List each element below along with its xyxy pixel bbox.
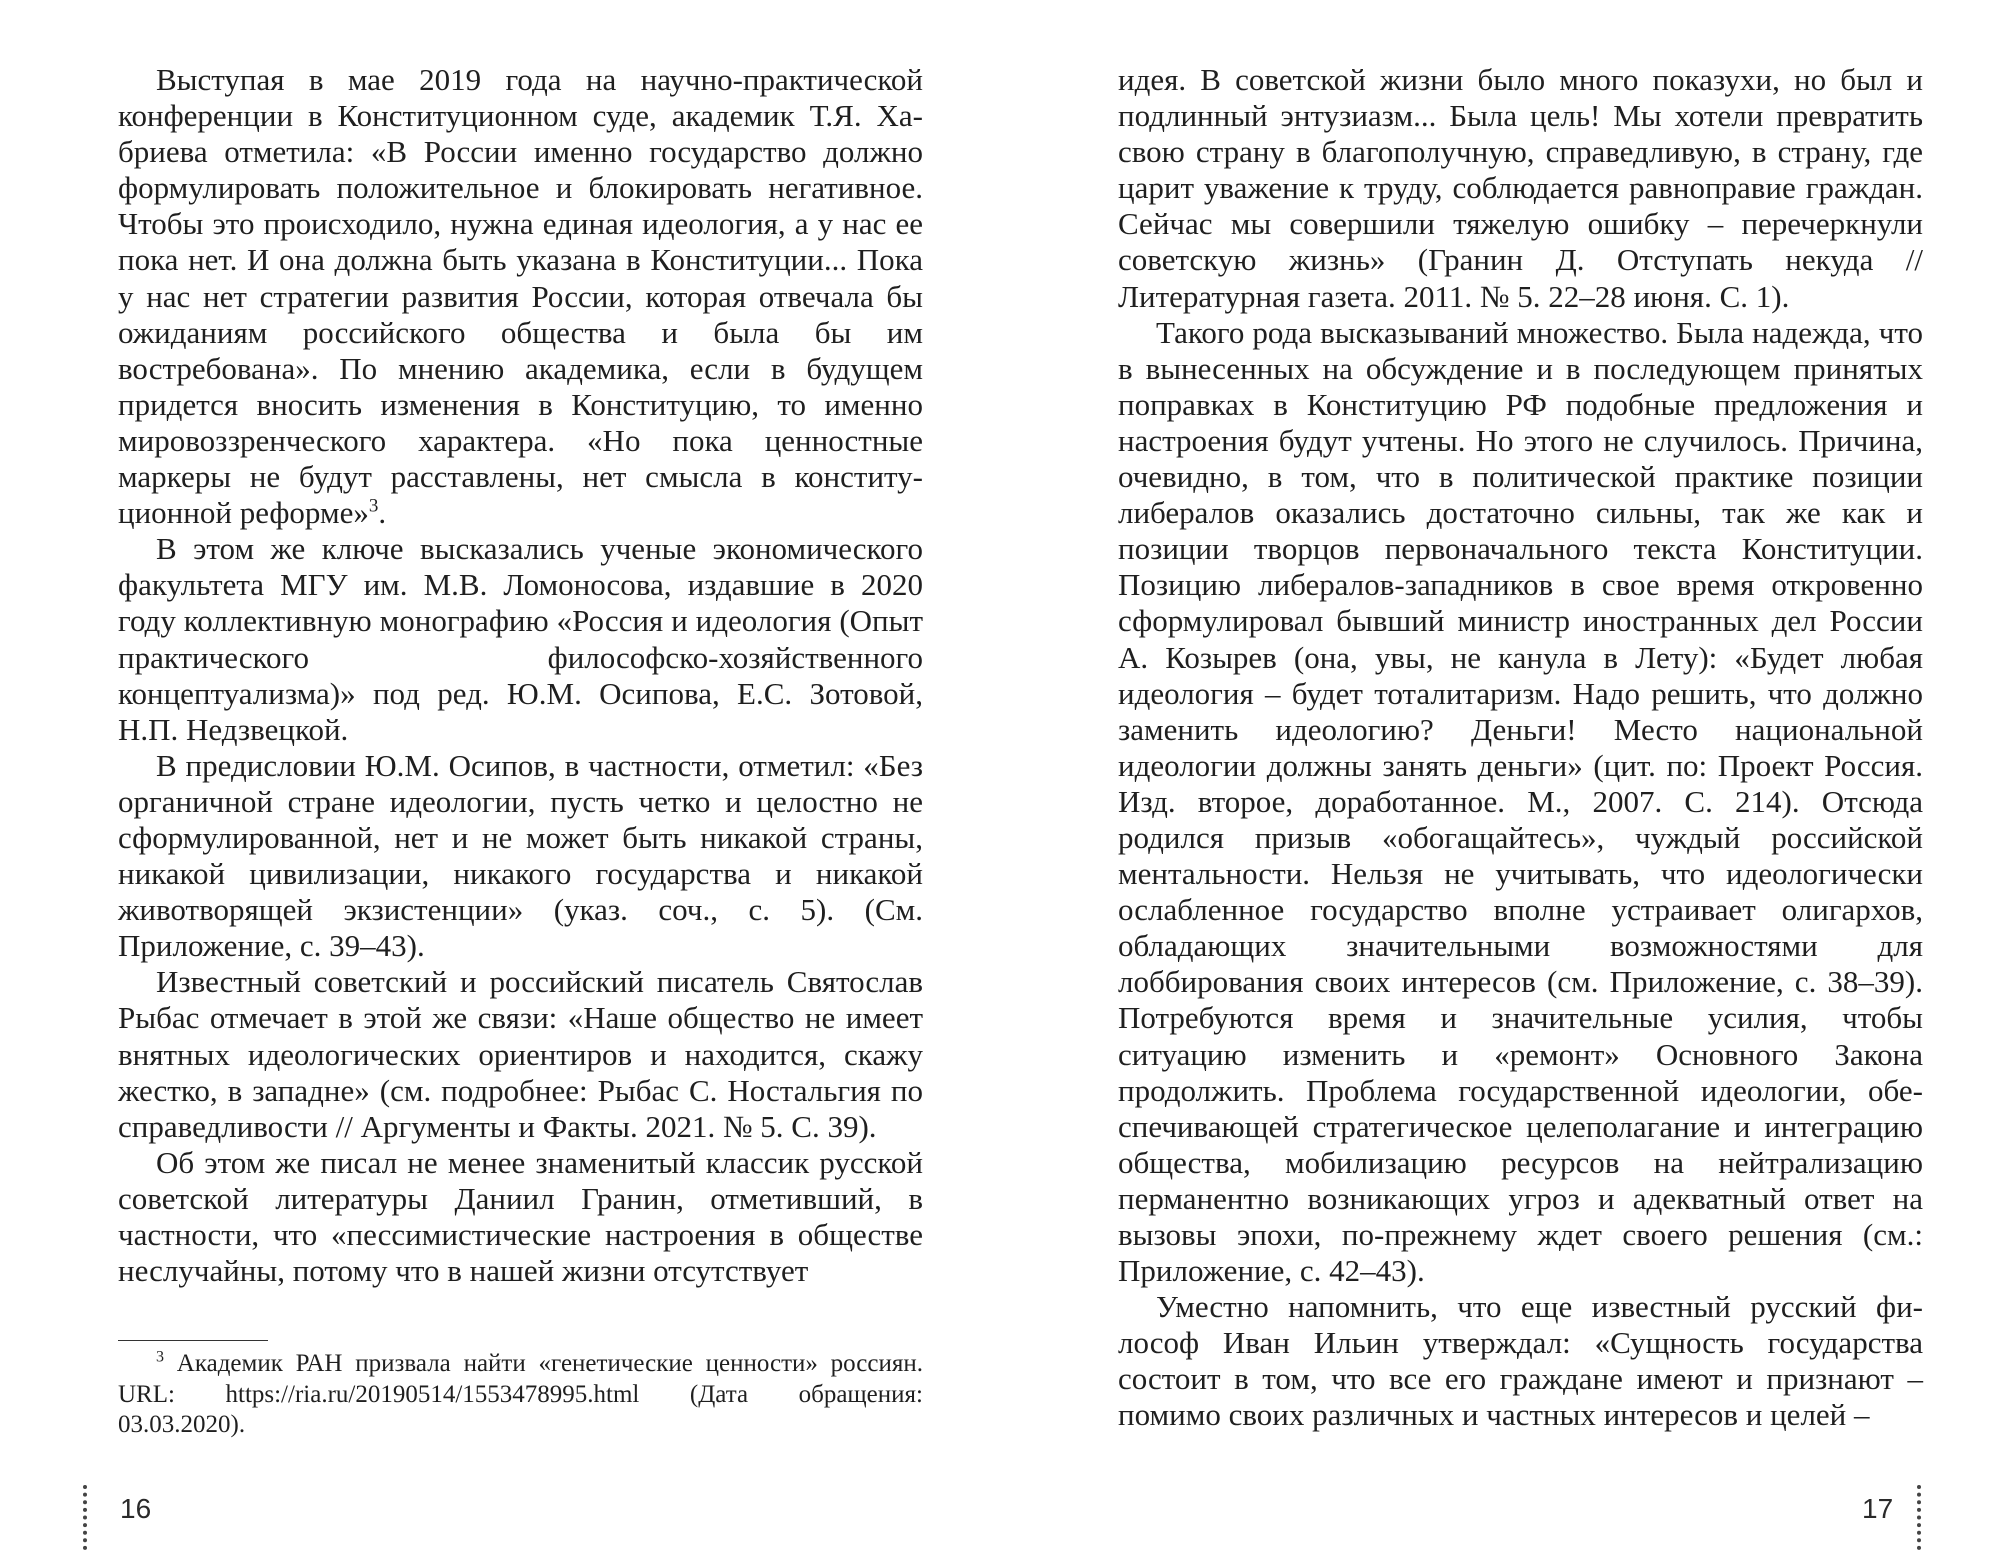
paragraph: В предисловии Ю.М. Осипов, в частности, отметил: «Без органичной стране идеологии, пусть четко и целостно не сформулированной, нет и не может быть никакой страны, никакой цивилизации, никакого государства и никакой животворящей экзистенции» (указ. соч., с. 5). (См. Приложение, с. 39–43). — [118, 747, 923, 964]
page-number-left: 16 — [120, 1493, 152, 1524]
paragraph: Такого рода высказываний множество. Была надежда, что в вынесенных на обсуждение и в последующем принятых поправках в Конституцию РФ подобные предложения и настроения будут учтены. Но этого не случилось. Причина, очевидно, в том, что в политической практике позиции либералов оказались достаточно сильны, так же как и позиции творцов первоначального текста Конституции. Позицию либералов-западников в свое время откровенно сформулировал бывший министр иностранных дел России А. Козырев (она, увы, не канула в Лету): «Будет любая идеология – будет тоталитаризм. Надо решить, что должно заменить идеологию? Деньги! Место национальной идеологии должны занять деньги» (цит. по: Проект Россия. Изд. второе, доработанное. М., 2007. С. 214). Отсюда родился призыв «обогащайтесь», чуждый российской ментальности. Нельзя не учитывать, что идеологически ослабленное государство вполне устраивает олигархов, обладающих значительными возможностями для лоббирования своих интересов (см. Приложение, с. 38–39). Потребуются время и значительные усилия, чтобы ситуацию изменить и «ремонт» Основного Закона продолжить. Проблема государственной идеологии, обеспечивающей стратегическое целеполагание и интеграцию общества, мобилизацию ресурсов на нейтрализацию перманентно возникающих угроз и адекватный ответ на вызовы эпохи, по-прежнему ждет своего решения (см.: Приложение, с. 42–43). — [1118, 314, 1923, 1289]
page-number-right: 17 — [1862, 1493, 1894, 1524]
right-page-body — [1118, 62, 1923, 1434]
paragraph-text: . — [378, 495, 387, 531]
paragraph: Уместно напомнить, что еще известный русский философ Иван Ильин утверждал: «Сущность государства состоит в том, что все его граждане имеют и признают – помимо своих различных и частных интересов и целей – — [1118, 1289, 1923, 1433]
footnote-divider — [118, 1340, 268, 1341]
paragraph — [118, 62, 923, 531]
footnote — [118, 1349, 923, 1441]
paragraph: Известный советский и российский писатель Святослав Рыбас отмечает в этой же связи: «Наше общество не имеет внятных идеологических ориентиров и находится, скажу жестко, в западне» (см. подробнее: Рыбас С. Ностальгия по справедливости // Аргументы и Факты. 2021. № 5. С. 39). — [118, 964, 923, 1144]
footnote-ref[interactable]: 3 — [368, 495, 379, 517]
paragraph: В этом же ключе высказались ученые экономического факультета МГУ им. М.В. Ломоносова, издавшие в 2020 году коллективную монографию «Россия и идеология (Опыт практического философско-хозяйственного концептуализма)» под ред. Ю.М. Осипова, Е.С. Зотовой, Н.П. Недзвецкой. — [118, 531, 923, 747]
page-edge-dots-right — [1917, 1485, 1925, 1550]
left-page-body — [118, 62, 923, 1289]
footnote-marker: 3 — [156, 1348, 164, 1366]
paragraph: Об этом же писал не менее знаменитый классик русской советской литературы Даниил Гранин, отметивший, в частности, что «пессимистические настроения в обществе неслучайны, потому что в нашей жизни отсутствует — [118, 1144, 923, 1289]
paragraph-text: Выступая в мае 2019 года на научно-практической конференции в Конституционном суде, академик Т.Я. Хабриева отметила: «В России именно государство должно формулировать положительное и блокировать негативное. Чтобы это происходило, нужна единая идеология, а у нас ее пока нет. И она должна быть указана в Конституции... Пока у нас нет стратегии развития России, которая отвечала бы ожиданиям российского общества и была бы им востребована». По мнению академика, если в будущем придется вносить изменения в Конституцию, то именно мировоззренческого характера. «Но пока ценностные маркеры не будут расставлены, нет смысла в конституционной реформе» — [118, 62, 923, 531]
footnote-text: Академик РАН призвала найти «генетические ценности» россиян. URL: https://ria.ru/20190514/1553478995.html (Дата обращения: 03.03.2020). — [118, 1350, 923, 1438]
page-edge-dots-left — [83, 1485, 91, 1550]
footnote-area — [118, 1340, 923, 1441]
paragraph: идея. В советской жизни было много показухи, но был и подлинный энтузиазм... Была цель! Мы хотели превратить свою страну в благополучную, справедливую, в страну, где царит уважение к труду, соблюдается равноправие граждан. Сейчас мы совершили тяжелую ошибку – перечеркнули советскую жизнь» (Гранин Д. Отступать некуда // Литературная газета. 2011. № 5. 22–28 июня. С. 1). — [1118, 62, 1923, 314]
